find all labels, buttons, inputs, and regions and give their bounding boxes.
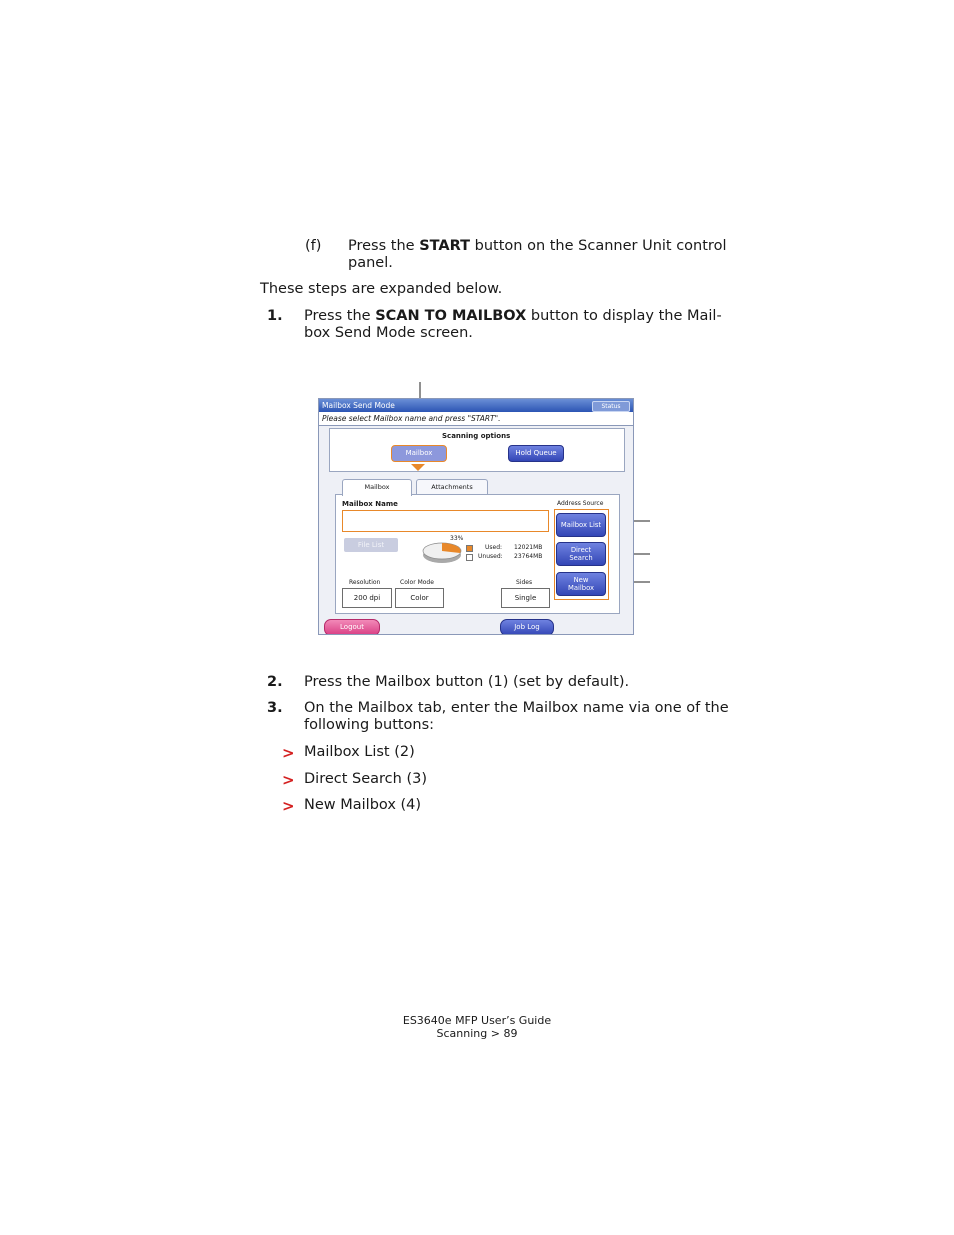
tab-mailbox[interactable]: Mailbox xyxy=(342,479,412,496)
color-mode-label: Color Mode xyxy=(400,579,434,586)
step3-text-line1: On the Mailbox tab, enter the Mailbox name via one of the xyxy=(304,700,729,716)
step1-bold: SCAN TO MAILBOX xyxy=(375,308,527,324)
unused-value: 23764MB xyxy=(514,553,543,560)
step-f-text-post: button on the Scanner Unit control xyxy=(470,238,727,254)
file-list-button[interactable]: File List xyxy=(344,538,398,552)
unused-legend-swatch xyxy=(466,554,473,561)
status-button[interactable]: Status xyxy=(592,401,630,412)
step1-text-pre: Press the xyxy=(304,308,376,324)
used-label: Used: xyxy=(485,544,503,551)
sides-label: Sides xyxy=(516,579,533,586)
logout-button[interactable]: Logout xyxy=(324,619,380,635)
mailbox-name-label: Mailbox Name xyxy=(342,500,398,508)
new-mailbox-label-line1: New xyxy=(573,576,589,584)
screen-title: Mailbox Send Mode xyxy=(322,401,395,410)
unused-label: Unused: xyxy=(478,553,503,560)
color-mode-field[interactable]: Color xyxy=(395,588,444,608)
mailbox-tab-panel xyxy=(335,494,620,614)
step2-number: 2. xyxy=(267,674,283,690)
bullet-marker: > xyxy=(282,744,295,762)
step1-text-post: button to display the Mail- xyxy=(526,308,722,324)
selected-indicator-icon xyxy=(411,464,425,471)
address-source-label: Address Source xyxy=(557,500,604,507)
bullet-marker: > xyxy=(282,797,295,815)
bullet-mailbox-list: Mailbox List (2) xyxy=(304,744,415,760)
usage-percent: 33% xyxy=(450,535,464,542)
step-f-text-line2: panel. xyxy=(348,255,393,271)
screen-title-bar xyxy=(319,399,633,412)
bullet-new-mailbox: New Mailbox (4) xyxy=(304,797,422,813)
mailbox-name-input[interactable] xyxy=(342,510,549,532)
bullet-direct-search: Direct Search (3) xyxy=(304,771,427,787)
direct-search-label-line2: Search xyxy=(569,554,593,562)
resolution-label: Resolution xyxy=(349,579,381,586)
mailbox-mode-button[interactable]: Mailbox xyxy=(391,445,447,462)
step3-text-line2: following buttons: xyxy=(304,717,435,733)
mailbox-list-button-label: Mailbox List xyxy=(560,521,602,529)
hold-queue-button[interactable]: Hold Queue xyxy=(508,445,564,462)
used-value: 12021MB xyxy=(514,544,543,551)
screen-instruction-text: Please select Mailbox name and press "START". xyxy=(322,414,501,423)
scanning-options-area xyxy=(329,428,625,472)
step-f-bold: START xyxy=(419,238,471,254)
usage-pie-chart xyxy=(420,539,464,565)
job-log-button[interactable]: Job Log xyxy=(500,619,554,635)
screen-instruction xyxy=(319,412,633,426)
bullet-marker: > xyxy=(282,771,295,789)
step-f-text-pre: Press the xyxy=(348,238,420,254)
resolution-field[interactable]: 200 dpi xyxy=(342,588,392,608)
mailbox-send-mode-screenshot xyxy=(318,398,634,635)
direct-search-label-line1: Direct xyxy=(570,546,592,554)
new-mailbox-label-line2: Mailbox xyxy=(567,584,595,592)
used-legend-swatch xyxy=(466,545,473,552)
scanning-options-label: Scanning options xyxy=(442,432,511,440)
direct-search-button[interactable] xyxy=(556,542,606,566)
intro-text: These steps are expanded below. xyxy=(260,281,503,297)
step2-text: Press the Mailbox button (1) (set by default). xyxy=(304,674,630,690)
tab-attachments[interactable]: Attachments xyxy=(416,479,488,494)
step-f-label: (f) xyxy=(305,238,322,254)
step3-number: 3. xyxy=(267,700,283,716)
sides-field[interactable]: Single xyxy=(501,588,550,608)
step1-text-line2: box Send Mode screen. xyxy=(304,325,473,341)
new-mailbox-button[interactable] xyxy=(556,572,606,596)
mailbox-list-button[interactable] xyxy=(556,513,606,537)
step1-number: 1. xyxy=(267,308,283,324)
footer-guide-title: ES3640e MFP User’s Guide xyxy=(402,1014,552,1027)
footer-page-info: Scanning > 89 xyxy=(436,1027,518,1040)
